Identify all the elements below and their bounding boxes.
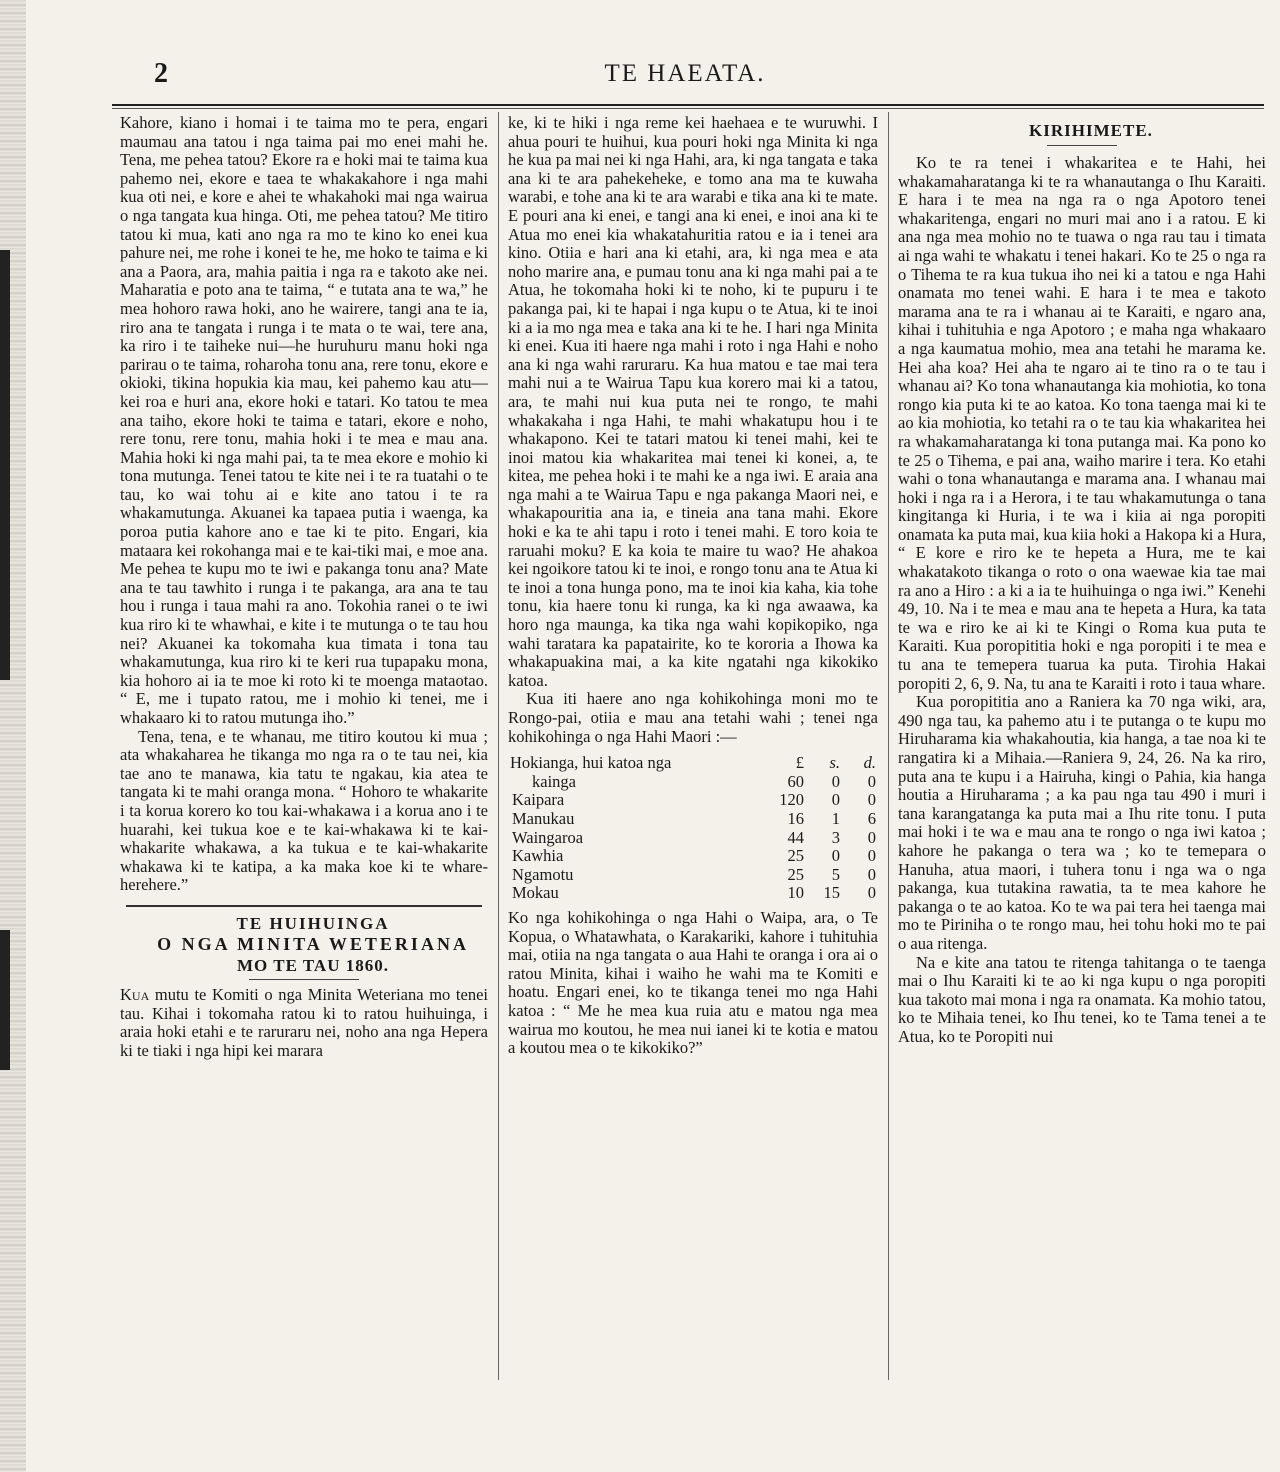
article-paragraph: Tena, tena, e te whanau, me titiro koutou ki mua ; ata whakaharea he tikanga mo nga ra o te tau nei, kia tae ano te manawa, kia tatu te ngakau, kia atea te tangata ki te mahi oranga mona. “ Hohoro te whakarite i ta korua korero ko tou kai-whakawa i a korua ano i te huarahi, kei tukua koe e te kai-whakawa ki te kai-whakarite whakawa, a ka tukua e te kai-whakarite whakawa ki te katipa, a ka maka koe ki te whare-herehere.”	[120, 726, 488, 895]
pence-cell: 0	[867, 883, 876, 903]
article-paragraph	[120, 986, 488, 1060]
section-title-line: TE HUIHUINGA	[236, 913, 390, 933]
place-cell: Kawhia	[512, 846, 564, 866]
table-row	[508, 791, 878, 810]
section-title-line: MO TE TAU 1860.	[237, 955, 389, 975]
table-row	[508, 866, 878, 885]
masthead-title: TE HAEATA.	[604, 60, 766, 87]
article-title: KIRIHIMETE.	[1029, 121, 1153, 140]
pounds-cell: 10	[787, 883, 804, 903]
shillings-cell: 1	[831, 808, 840, 828]
column-3	[898, 114, 1266, 1380]
column-divider	[888, 112, 889, 1380]
section-separator	[126, 905, 482, 907]
pence-cell: 0	[867, 771, 876, 791]
table-header: £	[795, 753, 804, 773]
section-title-line: O NGA MINITA WETERIANA	[157, 933, 469, 954]
article-paragraph: ke, ki te hiki i nga reme kei haehaea e te wuruwhi. I ahua pouri te huihui, kua pouri hoki nga Minita ki nga he kua pa mai nei ki nga Hahi, ara, ki nga tangata e taka ana ki te ara pahekeheke, e tomo ana ma te kuwaha warabi, e tohe ana ki te ara warabi e tika ana ki te mate. E pouri ana ki enei, e tangi ana ki enei, e inoi ana ki te Atua mo enei kia whakatahuritia ratou e ia i tenei ara kino. Otiia e hari ana ki etahi, ara, ki nga mea e ata noho marire ana, e pumau tonu ana ki nga mahi pai a te Atua, he tokomaha hoki ki te noho, ki te pupuru i te pakanga pai, ki te hapai i nga kupu o te Atua, ki te inoi ki a ia mo nga mea e taka ana ki te he. I hari nga Minita ki enei. Kua iti haere nga mahi i roto i nga Hahi e noho ana ki nga wahi raruraru. Ka hua matou e tae mai tera mahi nui a te Wairua Tapu kua korero mai ki a tatou, ara, te mahi nui kua puta nei te rongo, te mahi whakakaha i nga Hahi, te mahi whakatupu hou i te whakapono. Kei te tatari matou ki tenei mahi, kei te inoi matou kia whakaritea mai tenei ki konei, a, te kitea, me pehea hoki i te mahi ke a nga iwi. E araia ana nga mahi a te Wairua Tapu e nga pakanga Maori nei, e whakapouritia ana ia, e tineia ana tana mahi. Ekore hoki e ka te ahi tapu i roto i tenei mahi. E toro koia te raruahi moku? E ka koia te maire tu wao? He ahakoa kei ngoikore tatou ki te inoi, e rongo tonu ana te Atua ki te inoi a tona hunga pono, ma te inoi kia kaha, kia tohe tonu, kia haere tonu ki runga, ka ki nga awaawa, ka horo nga maunga, ka tika nga wahi kopikopiko, nga wahi taratara ka papatairite, ko te kororia a Ihowa ka whakapuakina mai, a ka kite ngatahi nga kikokiko katoa.	[508, 114, 878, 690]
pence-cell: 6	[867, 808, 876, 828]
article-paragraph: Kua poropititia ano a Raniera ka 70 nga wiki, ara, 490 nga tau, ka pahemo atu i te putanga o te kupu mo Hiruharama kia whakahoutia, kia hanga, a tae noa ki te rangatira ki a Mihaia.—Raniera 9, 24, 26. Na ka riro, puta ana te kupu i a Hairuha, kingi o Pahia, kia hanga houtia a Hiruharama ; a ka pau nga tau 490 i muri i tana karangatanga ka puta mai a Ihu rite tonu. I puta mai hoki i te wa e mau ana te rongo o nga iwi katoa ; kahore he pakanga o tera wa ; ko te temepara o Hanuha, atua maori, i tuhera tonu i nga wa o nga pakanga, kua tutakina rawatia, ta te mea kahore he pakanga o te ao katoa. Ko te wa pai tera hei taenga mai mo te Piriniha o te rongo mau, hei tohu hoki mo te pai o aua ritenga.	[898, 692, 1266, 953]
table-header-row	[508, 754, 878, 773]
shillings-cell: 0	[831, 846, 840, 866]
heading-rule	[1047, 145, 1117, 146]
pence-cell: 0	[867, 827, 876, 847]
article-paragraph: Ko te ra tenei i whakaritea e te Hahi, hei whakamaharatanga ki te ra whanautanga o Ihu Karaiti. E hara i te mea na nga ra o nga Apotoro tenei whakaritenga, engari no muri mai ano i a ratou. E ki ana nga mea mohio no te tuawa o nga rau tau i timata ai nga wahi te whakatu i tenei hakari. Ko te 25 o nga ra o Tihema te ra kua tukua iho nei ki a tatou e nga Hahi onamata mo tenei wahi. E hara i te mea e takoto marama ana te ra i whanau ai te Karaiti, e ngaro ana, kihai i tuhituhia e nga Apotoro ; e maha nga whakaaro a nga kaumatua mohio, mea ana tetahi he marama ke. Hei aha koa? Hei aha te ngaro ai te tino ra o te tau i whanau ai? Ko tona whanautanga kia mohiotia, ko tona rongo kia puta ki te ao katoa. Ko tona taenga mai ki te ao kia mohiotia, ko tetahi ra o te tau kia whakaritea hei ra whakamaharatanga ki tona putanga mai. Ka pono ko te 25 o Tihema, e pai ana, waiho marire i tera. Ko etahi wahi o tona whanautanga e marama ana. I whanau mai hoki i nga ra i a Herora, i te tau whakamutunga o tana kingitanga ki Huria, i te wa i kiia ai nga poropiti onamata ka puta mai, kua kiia hoki a Hakopa ki a Hura, “ E kore e riro ke te hepeta a Hura, me te kai whakatakoto tikanga o roto o ona waewae kia tae mai ra ano a Hiro : a ki a ia te huihuinga o nga iwi.” Kenehi 49, 10. Na i te mea e mau ana te hepeta a Hura, ka tata te wa e riro ke ai ki te Kingi o Roma kua puta te Karaiti. Kua poropititia hoki e nga poropiti i te mea e tu ana te temepera tuarua ka puta. Tirohia Hakai poropiti 2, 6, 9. Na, tu ana te Karaiti i roto i taua whare.	[898, 153, 1266, 693]
article-paragraph: Ko nga kohikohinga o nga Hahi o Waipa, ara, o Te Kopua, o Whatawhata, o Karakariki, kahore i tuhituhia mai, otiia na nga tangata o aua Hahi te oranga i ora ai o ratou Minita, kihai i waiho he wahi ma te Komiti e hoatu. Engari enei, ko te tikanga tenei mo nga Hahi katoa : “ Me he mea kua ruia atu e matou nga mea wairua mo koutou, he mea nui ianei ki te kotia e matou a koutou mea o te kikokiko?”	[508, 907, 878, 1058]
shillings-cell: 0	[831, 771, 840, 791]
pounds-cell: 25	[787, 846, 804, 866]
table-row	[508, 773, 878, 792]
pounds-cell: 120	[779, 790, 804, 810]
article-paragraph: Na e kite ana tatou te ritenga tahitanga o te taenga mai o Ihu Karaiti ki te ao ki nga kupu o nga poropiti kua takoto mai mona i nga ra onamata. Ka mohio tatou, ko te Mihaia tenei, ko Ihu tenei, ko te Tama tenei a te Atua, ko te Poropiti nui	[898, 952, 1266, 1046]
section-heading	[120, 913, 488, 980]
pence-cell: 0	[867, 864, 876, 884]
shillings-cell: 3	[831, 827, 840, 847]
pence-cell: 0	[867, 790, 876, 810]
pounds-cell: 44	[787, 827, 804, 847]
shillings-cell: 0	[831, 790, 840, 810]
page-binding-edge	[0, 0, 26, 1472]
column-1	[120, 114, 488, 1380]
header-rule-thin	[112, 108, 1264, 109]
place-cell: kainga	[532, 771, 576, 791]
place-cell: Waingaroa	[512, 827, 584, 847]
collections-table	[508, 754, 878, 903]
lead-word: Kua	[120, 984, 150, 1004]
shillings-cell: 5	[831, 864, 840, 884]
table-row	[508, 847, 878, 866]
table-header: s.	[829, 753, 840, 773]
place-cell: Manukau	[512, 808, 575, 828]
table-row	[508, 810, 878, 829]
table-row	[508, 829, 878, 848]
pounds-cell: 60	[787, 771, 804, 791]
table-header: Hokianga, hui katoa nga	[510, 753, 672, 773]
table-row	[508, 884, 878, 903]
binding-shadow	[0, 250, 10, 680]
place-cell: Ngamotu	[512, 864, 574, 884]
page-header	[110, 58, 1260, 98]
place-cell: Mokau	[512, 883, 559, 903]
table-body	[508, 773, 878, 903]
article-paragraph: Kua iti haere ano nga kohikohinga moni mo te Rongo-pai, otiia e mau ana tetahi wahi ; tenei nga kohikohinga o nga Hahi Maori :—	[508, 689, 878, 746]
pounds-cell: 25	[787, 864, 804, 884]
column-divider	[498, 112, 499, 1380]
paragraph-text: mutu te Komiti o nga Minita Weteriana mo tenei tau. Kihai i tokomaha ratou ki to ratou huihuinga, i araia hoki etahi e te raruraru nei, noho ana nga Hepera ki te tiaki i nga hipi kei marara	[120, 984, 488, 1060]
article-paragraph: Kahore, kiano i homai i te taima mo te pera, engari maumau ana tatou i nga taima pai mo enei mahi he. Tena, me pehea tatou? Ekore ra e hoki mai te taima kua pahemo nei, ekore e taea te whakakahore i nga mahi kua oti nei, e kore e ahei te whakahoki mai nga wairua o nga tangata kua hinga. Oti, me pehea tatou? Me titiro tatou ki mua, kati ano nga ra mo te kino ko enei kua pahure nei, me rohe i konei te he, me hoko te taima e ki ana a Paora, ara, mahia paitia i nga ra e takoto ake nei. Maharatia e poto ana te taima, “ e tutata ana te wa,” he mea hohoro rawa hoki, ano he wairere, tangi ana te ia, riro ana te tangata i runga i te mata o te wai, tere ana, ka riro i te taiheke nui—he huruhuru manu hoki nga parirau o te taima, roharoha tonu ana, rere tonu, ekore e okioki, tikina hopukia kia mau, kei pahemo kau atu—kei roa e huri ana, ekore hoki e tatari. Ko tatou te mea ana taiho, ekore hoki te taima e tatari, ekore e noho, rere tonu, rere tonu, mahia hoki i te mea e mau ana. Mahia hoki ki nga mahi pai, ta te mea ekore e mohio ki tona mutunga. Tenei tatou te kite nei i te ra tuatahi o te tau, ko wai tohu ai e kite ano tatou i te ra whakamutunga. Akuanei ka tapaea putia i waenga, ka poroa putia kahore ano e tae ki te pito. Engari, kia mataara kei rokohanga mai e te kai-tiki mai, e moe ana. Me pehea te kupu mo te iwi e pakanga tonu ana? Mate ana te tau tawhito i runga i te pakanga, ara ana te tau hou i runga i taua mahi ra ano. Tokohia ranei o te iwi kua riro ki te whawhai, e kite i te mutunga o te tau hou nei? Akuanei ka tokomaha kua timata i tona tau whakamutunga, kua riro ki te keri rua tupapaku mona, kia hohoro ai ia te moe ki roto ki te moenga mataotao. “ E, me i tupato ratou, me i mohio ki tenei, me i whakaaro ki to ratou mutunga iho.”	[120, 114, 488, 727]
page-number: 2	[154, 58, 168, 89]
heading-rule	[249, 979, 359, 980]
binding-shadow	[0, 930, 10, 1070]
column-2	[508, 114, 878, 1380]
header-rule	[112, 104, 1264, 106]
shillings-cell: 15	[823, 883, 840, 903]
pounds-cell: 16	[787, 808, 804, 828]
pence-cell: 0	[867, 846, 876, 866]
table-header: d.	[863, 753, 876, 773]
place-cell: Kaipara	[512, 790, 565, 810]
